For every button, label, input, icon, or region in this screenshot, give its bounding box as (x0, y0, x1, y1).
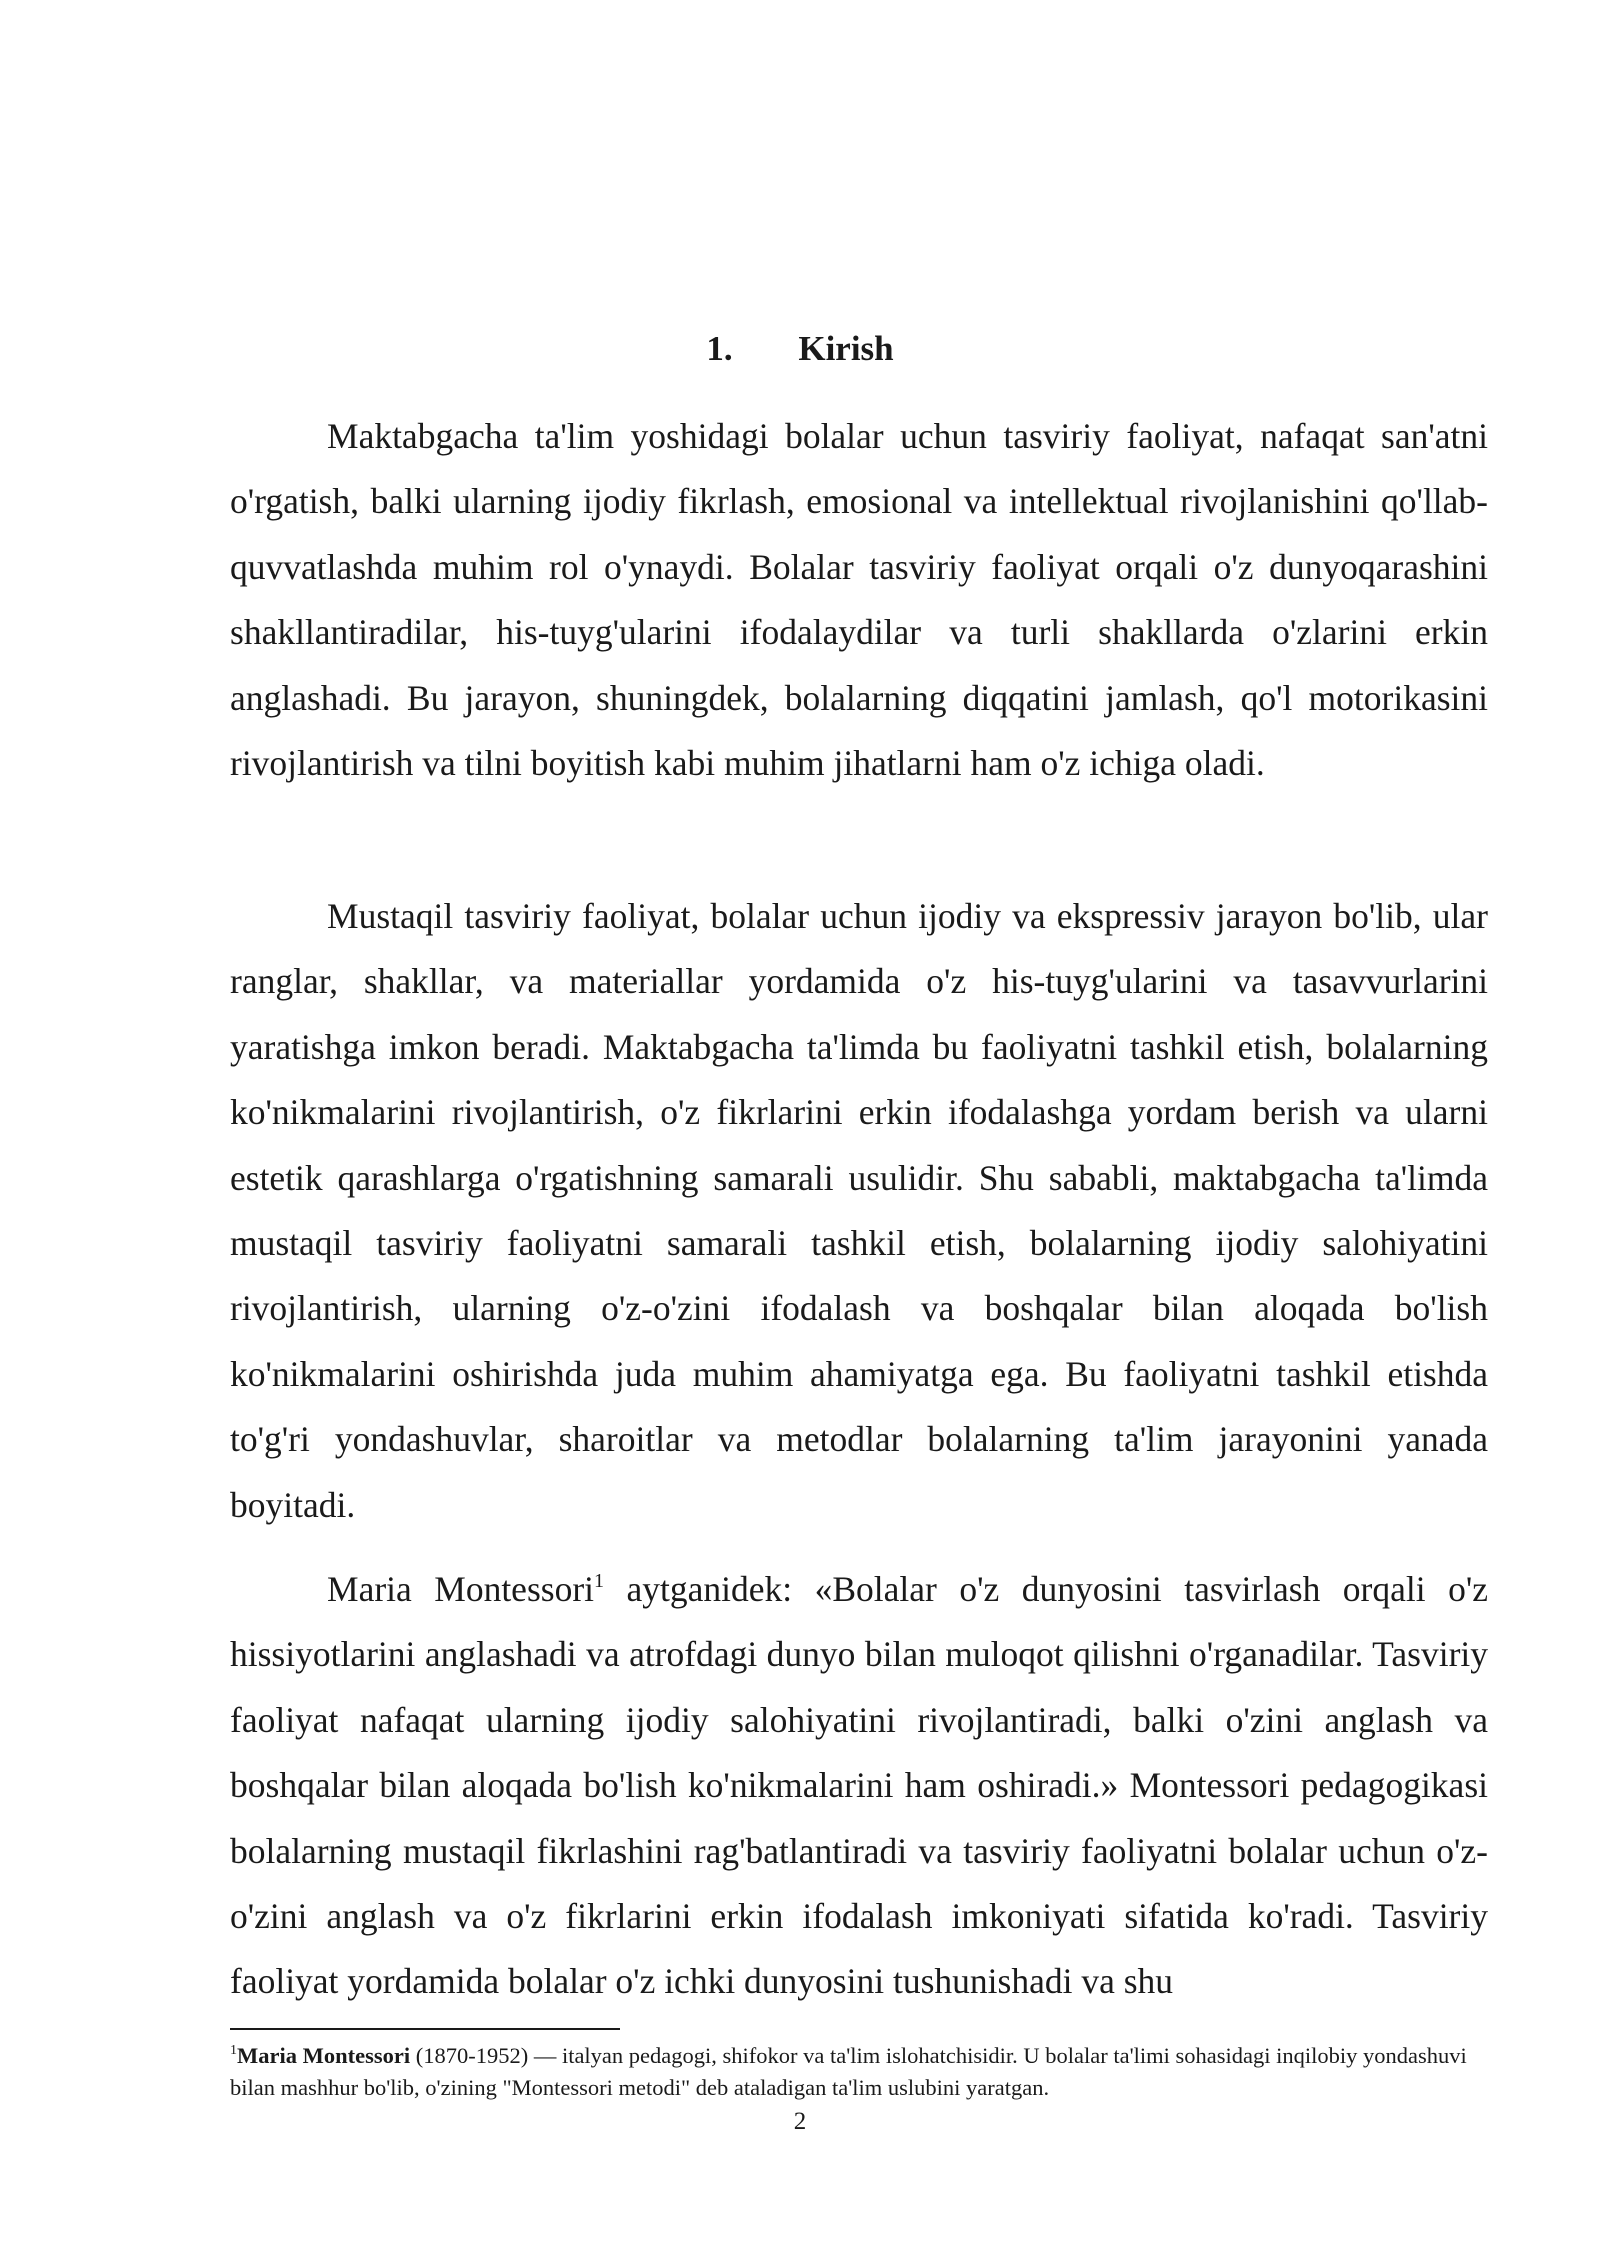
footnote-text: (1870-1952) — italyan pedagogi, shifokor va ta'lim islohatchisidir. U bolalar ta'limi sohasidagi inqilobiy yondashuvi bilan mashhur bo'lib, o'zining "Montessori metodi" deb ataladigan ta'lim uslubini yaratgan. (230, 2043, 1467, 2100)
section-number: 1. (706, 329, 733, 368)
page-number: 2 (793, 2108, 807, 2135)
paragraph-3-container (230, 1557, 1488, 2015)
paragraph-3-author-name: Maria Montessori (327, 1569, 595, 1609)
paragraph-3-text: aytganidek: «Bolalar o'z dunyosini tasvirlash orqali o'z hissiyotlarini anglashadi va atrofdagi dunyo bilan muloqot qilishni o'rganadilar. Tasviriy faoliyat nafaqat ularning ijodiy salohiyatini rivojlantiradi, balki o'zini anglash va boshqalar bilan aloqada bo'lish ko'nikmalarini ham oshiradi.» Montessori pedagogikasi bolalarning mustaqil fikrlashini rag'batlantiradi va tasviriy faoliyatni bolalar uchun o'z-o'zini anglash va o'z fikrlarini erkin ifodalash imkoniyati sifatida ko'radi. Tasviriy faoliyat yordamida bolalar o'z ichki dunyosini tushunishadi va shu (230, 1569, 1489, 2002)
paragraph-3 (230, 1557, 1488, 2015)
section-heading (0, 325, 1600, 373)
footnote-separator (230, 2028, 620, 2030)
paragraph-1-container (230, 404, 1488, 796)
section-title: Kirish (798, 329, 894, 368)
paragraph-2: Mustaqil tasviriy faoliyat, bolalar uchun ijodiy va ekspressiv jarayon bo'lib, ular ranglar, shakllar, va materiallar yordamida o'z his-tuyg'ularini va tasavvurlarini yaratishga imkon beradi. Maktabgacha ta'limda bu faoliyatni tashkil etish, bolalarning ko'nikmalarini rivojlantirish, o'z fikrlarini erkin ifodalashga yordam berish va ularni estetik qarashlarga o'rgatishning samarali usulidir. Shu sababli, maktabgacha ta'limda mustaqil tasviriy faoliyatni samarali tashkil etish, bolalarning ijodiy salohiyatini rivojlantirish, ularning o'z-o'zini ifodalash va boshqalar bilan aloqada bo'lish ko'nikmalarini oshirishda juda muhim ahamiyatga ega. Bu faoliyatni tashkil etishda to'g'ri yondashuvlar, sharoitlar va metodlar bolalarning ta'lim jarayonini yanada boyitadi. (230, 896, 1488, 1525)
footnote (230, 2040, 1490, 2104)
footnote-marker: 1 (230, 2043, 237, 2058)
paragraph-1: Maktabgacha ta'lim yoshidagi bolalar uchun tasviriy faoliyat, nafaqat san'atni o'rgatish, balki ularning ijodiy fikrlash, emosional va intellektual rivojlanishini qo'llab-quvvatlashda muhim rol o'ynaydi. Bolalar tasviriy faoliyat orqali o'z dunyoqarashini shakllantiradilar, his-tuyg'ularini ifodalaydilar va turli shakllarda o'zlarini erkin anglashadi. Bu jarayon, shuningdek, bolalarning diqqatini jamlash, qo'l motorikasini rivojlantirish va tilni boyitish kabi muhim jihatlarni ham o'z ichiga oladi. (230, 416, 1488, 784)
footnote-name: Maria Montessori (237, 2043, 411, 2068)
paragraph-2-container (230, 884, 1488, 1538)
footnote-reference[interactable]: 1 (594, 1570, 605, 1592)
